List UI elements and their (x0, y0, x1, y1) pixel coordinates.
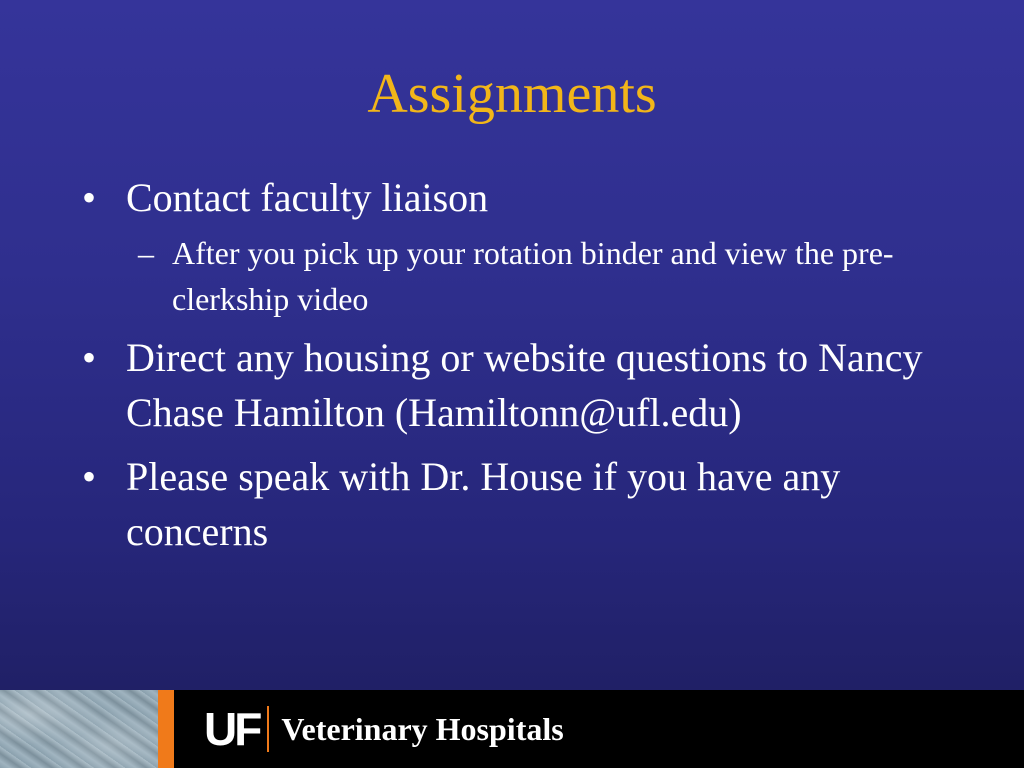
unit-name: Veterinary Hospitals (281, 711, 564, 747)
bullet-text: Contact faculty liaison (126, 175, 489, 220)
bullet-list (82, 170, 962, 568)
sub-bullet-text: After you pick up your rotation binder and view the pre-clerkship video (172, 235, 894, 317)
bullet-item (82, 330, 962, 440)
bullet-symbol: • (82, 175, 97, 220)
sub-bullet-symbol: – (138, 235, 154, 271)
bullet-symbol: • (82, 335, 97, 380)
bullet-item (82, 449, 962, 559)
bullet-symbol: • (82, 454, 97, 499)
footer-accent-bar (158, 690, 174, 768)
bullet-text: Direct any housing or website questions to Nancy Chase Hamilton (Hamiltonn@ufl.edu) (126, 335, 923, 435)
sub-bullet-item (126, 230, 962, 322)
bullet-item (82, 170, 962, 225)
logo-divider (267, 706, 269, 752)
footer-texture-image (0, 690, 158, 768)
uf-logo (204, 696, 564, 762)
footer-banner (0, 690, 1024, 768)
uf-logo-mark: UF (204, 703, 260, 755)
bullet-text: Please speak with Dr. House if you have any concerns (126, 454, 841, 554)
slide-title: Assignments (367, 63, 657, 125)
